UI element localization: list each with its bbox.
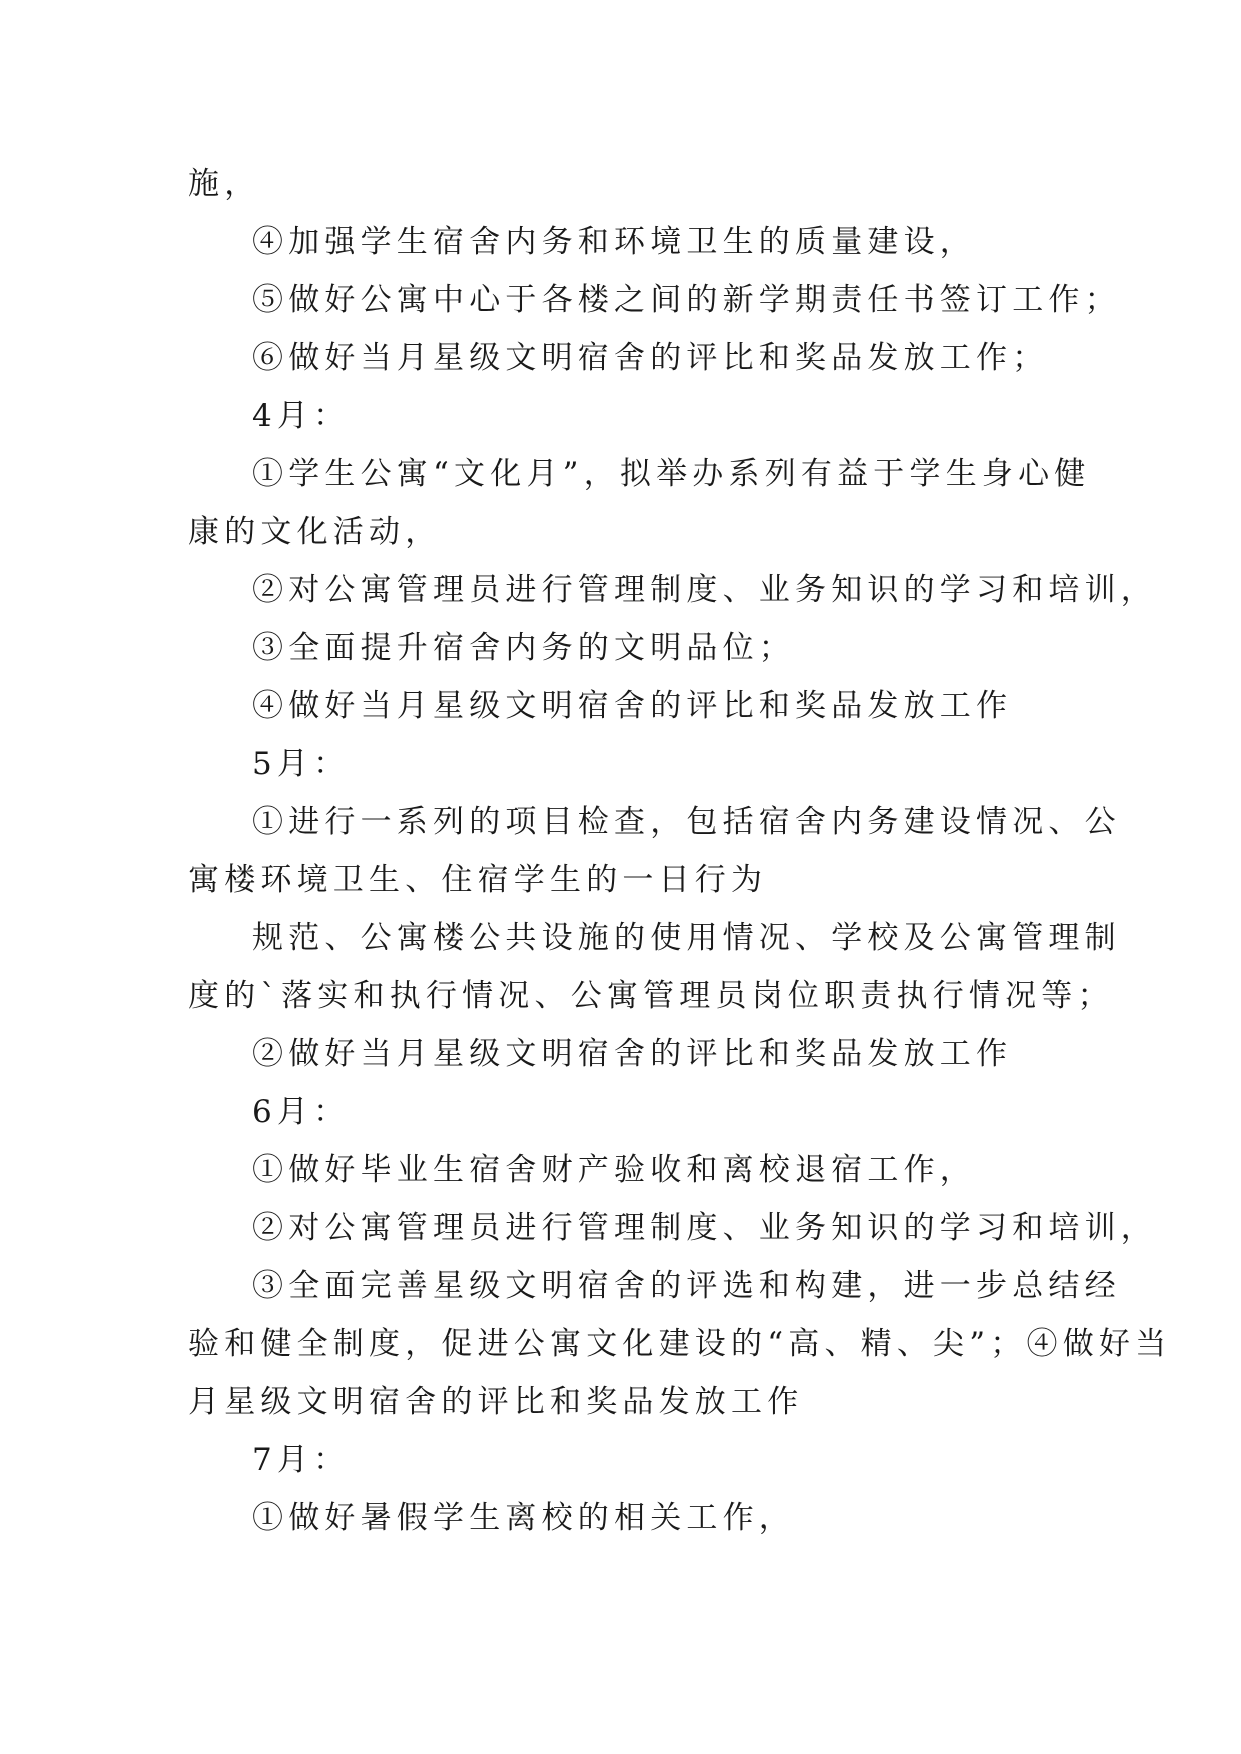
text-line: ①学生公寓“文化月”，拟举办系列有益于学生身心健 bbox=[252, 456, 1091, 492]
text-line: ①做好暑假学生离校的相关工作， bbox=[252, 1500, 795, 1536]
text-line: ③全面完善星级文明宿舍的评选和构建，进一步总结经 bbox=[252, 1268, 1121, 1304]
text-line: ①进行一系列的项目检查，包括宿舍内务建设情况、公 bbox=[252, 804, 1121, 840]
text-line: 规范、公寓楼公共设施的使用情况、学校及公寓管理制 bbox=[252, 920, 1121, 956]
text-line: ②对公寓管理员进行管理制度、业务知识的学习和培训， bbox=[252, 572, 1157, 608]
text-line: 7月： bbox=[252, 1442, 350, 1478]
text-line: ④做好当月星级文明宿舍的评比和奖品发放工作 bbox=[252, 688, 1013, 724]
text-line: ⑥做好当月星级文明宿舍的评比和奖品发放工作； bbox=[252, 340, 1049, 376]
document-body bbox=[188, 155, 1172, 1547]
text-line: ⑤做好公寓中心于各楼之间的新学期责任书签订工作； bbox=[252, 282, 1121, 318]
text-line: 康的文化活动， bbox=[188, 514, 442, 550]
text-line: ④加强学生宿舍内务和环境卫生的质量建设， bbox=[252, 224, 976, 260]
text-line: ②对公寓管理员进行管理制度、业务知识的学习和培训， bbox=[252, 1210, 1157, 1246]
text-line: ②做好当月星级文明宿舍的评比和奖品发放工作 bbox=[252, 1036, 1013, 1072]
text-line: 5月： bbox=[252, 746, 350, 782]
text-line: 6月： bbox=[252, 1094, 350, 1130]
text-line: 寓楼环境卫生、住宿学生的一日行为 bbox=[188, 862, 768, 898]
text-line: ③全面提升宿舍内务的文明品位； bbox=[252, 630, 795, 666]
text-line: 施， bbox=[188, 166, 261, 202]
text-line: ①做好毕业生宿舍财产验收和离校退宿工作， bbox=[252, 1152, 976, 1188]
text-line: 月星级文明宿舍的评比和奖品发放工作 bbox=[188, 1384, 804, 1420]
text-line: 度的`落实和执行情况、公寓管理员岗位职责执行情况等； bbox=[188, 978, 1114, 1014]
text-line: 4月： bbox=[252, 398, 350, 434]
text-line: 验和健全制度，促进公寓文化建设的“高、精、尖”；④做好当 bbox=[188, 1326, 1172, 1362]
